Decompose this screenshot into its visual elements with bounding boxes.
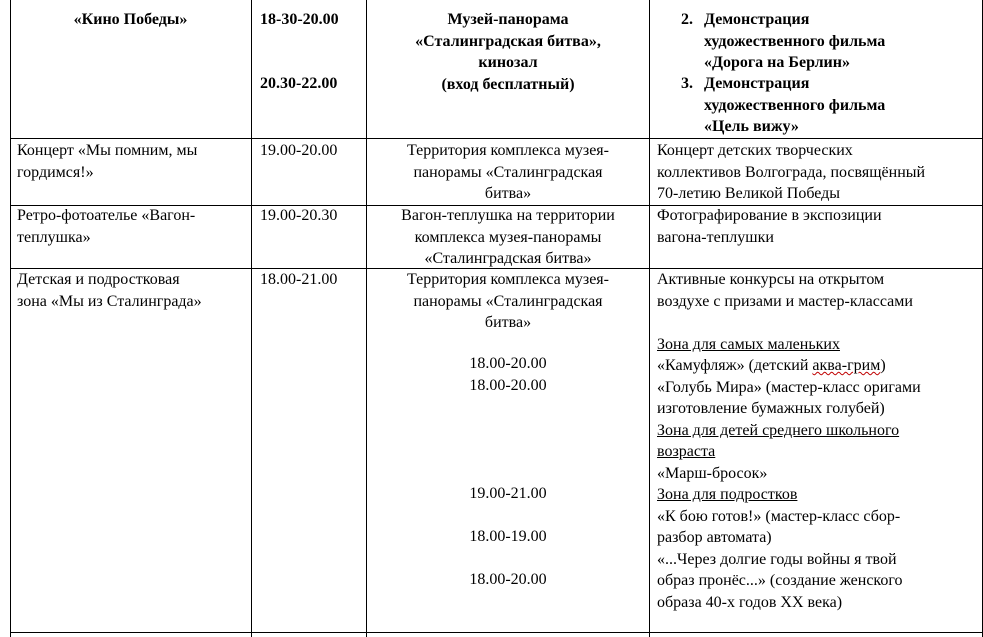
- row3-place-line: комплекса музея-панорамы: [414, 228, 602, 246]
- spellcheck-word: аква-грим: [812, 357, 881, 374]
- list-item-line: «Цель вижу»: [704, 118, 799, 135]
- row4-place: [367, 269, 649, 334]
- zone-teen-item-1: разбор автомата): [657, 529, 772, 546]
- row3-event: [17, 205, 195, 248]
- zone-small-item: [657, 355, 921, 377]
- zone-teen-item-1: «К бою готов!» (мастер-класс сбор-: [657, 507, 901, 525]
- row3-place-line: «Сталинградская битва»: [424, 250, 592, 267]
- row2-event-line: Концерт «Мы помним, мы: [17, 142, 198, 159]
- row1-time-2: 20.30-22.00: [260, 75, 338, 92]
- zone-small-title: Зона для самых маленьких: [657, 335, 840, 353]
- row4-event-line: зона «Мы из Сталинграда»: [17, 292, 202, 310]
- list-item: [704, 73, 885, 138]
- list-item-line: художественного фильма: [704, 32, 886, 50]
- row4-event: [17, 269, 202, 312]
- sub-time: 18.00-19.00: [469, 528, 547, 545]
- row2-event: [17, 140, 197, 183]
- row3-program-line: Фотографирование в экспозиции: [657, 207, 882, 224]
- row1-time-1: 18-30-20.00: [260, 11, 339, 28]
- zone-small-item-2: изготовление бумажных голубей): [657, 400, 885, 417]
- spacer: [657, 312, 921, 334]
- row4-time-line: 18.00-21.00: [260, 271, 338, 288]
- list-number: 2.: [681, 11, 693, 28]
- row3-event-line: Ретро-фотоателье «Вагон-: [17, 207, 196, 224]
- row-divider-4: [10, 632, 983, 633]
- sub-time: 18.00-20.00: [469, 571, 547, 588]
- row2-place-line: Территория комплекса музея-: [407, 142, 609, 159]
- row2-program-line: коллективов Волгограда, посвящённый: [657, 163, 926, 181]
- row2-program-line: Концерт детских творческих: [657, 142, 853, 159]
- table-border-left: [10, 0, 11, 637]
- row4-time: [260, 269, 337, 291]
- table-divider-1: [251, 0, 252, 637]
- row1-event: [10, 9, 251, 31]
- row2-program-line: 70-летию Великой Победы: [657, 185, 841, 202]
- zone-teen-item-2: «...Через долгие годы войны я твой: [657, 550, 897, 568]
- row3-time: [260, 205, 337, 227]
- row1-time: [260, 9, 339, 31]
- list-item-line: Демонстрация: [704, 11, 810, 28]
- row1-place-line: кинозал: [478, 54, 538, 71]
- sub-time: 19.00-21.00: [469, 485, 547, 502]
- list-item-line: художественного фильма: [704, 96, 886, 114]
- zone-small-item-2: «Голубь Мира» (мастер-класс оригами: [657, 378, 921, 396]
- row2-time-line: 19.00-20.00: [260, 142, 338, 159]
- zone-teen-title: Зона для подростков: [657, 486, 798, 503]
- row2-place: [367, 140, 649, 205]
- row4-event-line: Детская и подростковая: [17, 271, 180, 288]
- row4-program: [657, 269, 921, 613]
- row2-place-line: битва»: [484, 185, 532, 202]
- zone-small-item-text: «Камуфляж» (детский: [657, 357, 813, 374]
- zone-middle-title: Зона для детей среднего школьного: [657, 421, 900, 439]
- zone-teen-item-2: образ пронёс...» (создание женского: [657, 572, 903, 589]
- row1-time-second: [260, 73, 337, 95]
- row1-place-line: «Сталинградская битва»,: [415, 32, 601, 50]
- row4-place-line: Территория комплекса музея-: [407, 271, 609, 288]
- row1-event-line: «Кино Победы»: [73, 11, 188, 28]
- row3-program: [657, 205, 882, 248]
- sub-time: 18.00-20.00: [469, 377, 547, 394]
- sub-time: 18.00-20.00: [469, 355, 547, 372]
- row1-place-line: Музей-панорама: [447, 11, 569, 28]
- list-item-line: «Дорога на Берлин»: [704, 54, 850, 71]
- row2-place-line: панорамы «Сталинградская: [413, 163, 603, 181]
- row4-program-line: воздухе с призами и мастер-классами: [657, 292, 913, 310]
- zone-small-item-text: ): [880, 357, 886, 374]
- row3-time-line: 19.00-20.30: [260, 207, 338, 224]
- row2-program: [657, 140, 925, 205]
- row4-program-line: Активные конкурсы на открытом: [657, 271, 885, 288]
- row1-place: [367, 9, 649, 95]
- row2-event-line: гордимся!»: [17, 163, 94, 181]
- row3-place: [367, 205, 649, 270]
- list-item: [704, 9, 885, 74]
- list-number: 3.: [681, 75, 693, 92]
- row3-event-line: теплушка»: [17, 228, 91, 246]
- list-item-line: Демонстрация: [704, 75, 810, 92]
- zone-teen-item-2: образа 40-х годов XX века): [657, 593, 843, 611]
- row-divider-1: [10, 138, 983, 139]
- row4-place-line: панорамы «Сталинградская: [413, 292, 603, 310]
- row1-place-line: (вход бесплатный): [441, 75, 575, 93]
- zone-middle-title: возраста: [657, 443, 716, 460]
- row3-program-line: вагона-теплушки: [657, 228, 774, 246]
- row4-place-line: битва»: [484, 314, 532, 331]
- row3-place-line: Вагон-теплушка на территории: [401, 207, 615, 224]
- table-divider-3: [649, 0, 650, 637]
- zone-middle-item: «Марш-бросок»: [657, 464, 768, 482]
- row2-time: [260, 140, 337, 162]
